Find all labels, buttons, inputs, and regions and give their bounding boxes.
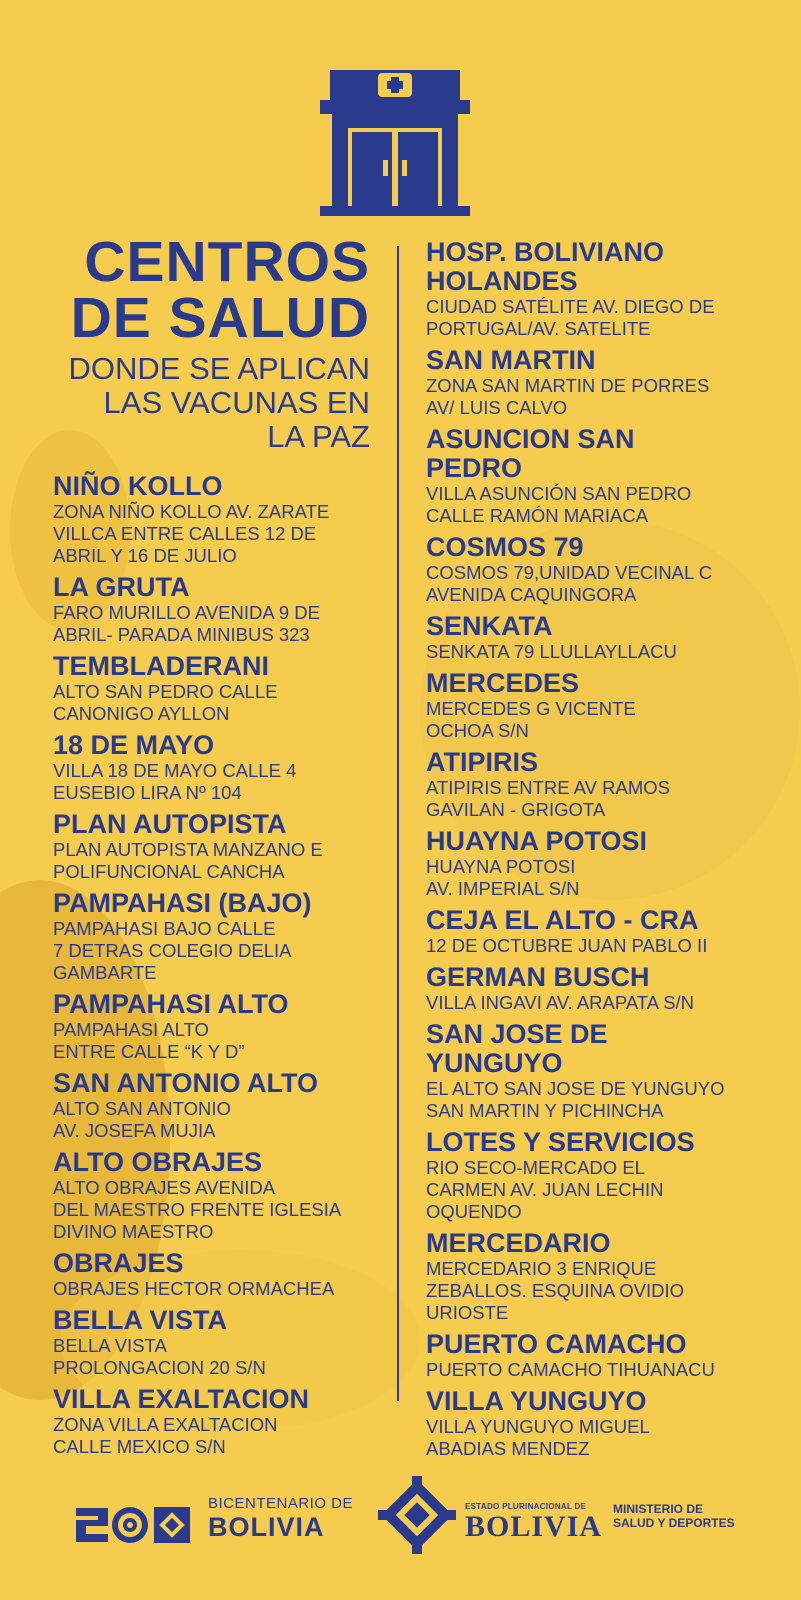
health-center-item bbox=[426, 1387, 766, 1460]
page-title: CENTROS DE SALUD bbox=[70, 230, 370, 350]
health-center-name: PLAN AUTOPISTA bbox=[53, 809, 287, 839]
health-center-name: ASUNCION SAN PEDRO bbox=[426, 424, 635, 483]
health-center-item bbox=[53, 990, 383, 1063]
health-center-address: ALTO SAN ANTONIO AV. JOSEFA MUJIA bbox=[53, 1098, 231, 1141]
health-center-item bbox=[426, 1330, 766, 1381]
health-center-item bbox=[53, 889, 383, 984]
health-center-item bbox=[426, 346, 766, 419]
ministerio-text: MINISTERIO DE SALUD Y DEPORTES bbox=[613, 1502, 735, 1530]
health-center-name: PUERTO CAMACHO bbox=[426, 1329, 687, 1359]
health-center-name: TEMBLADERANI bbox=[53, 651, 269, 681]
health-center-address: COSMOS 79,UNIDAD VECINAL C AVENIDA CAQUINGORA bbox=[426, 562, 713, 605]
health-center-name: 18 DE MAYO bbox=[53, 730, 215, 760]
health-center-address: 12 DE OCTUBRE JUAN PABLO II bbox=[426, 935, 708, 956]
health-center-name: CEJA EL ALTO - CRA bbox=[426, 905, 699, 935]
health-center-address: BELLA VISTA PROLONGACION 20 S/N bbox=[53, 1335, 266, 1378]
health-center-name: SAN ANTONIO ALTO bbox=[53, 1068, 319, 1098]
health-center-item bbox=[426, 1020, 766, 1122]
health-center-item bbox=[426, 612, 766, 663]
health-center-address: ATIPIRIS ENTRE AV RAMOS GAVILAN - GRIGOTA bbox=[426, 777, 670, 820]
health-center-item bbox=[53, 573, 383, 646]
health-center-name: LOTES Y SERVICIOS bbox=[426, 1127, 695, 1157]
estado-plurinacional-emblem-icon bbox=[372, 1470, 462, 1560]
health-center-item bbox=[426, 425, 766, 527]
health-center-building-icon bbox=[320, 70, 470, 222]
health-center-name: ATIPIRIS bbox=[426, 747, 539, 777]
estado-text-line1: ESTADO PLURINACIONAL DE bbox=[465, 1502, 587, 1511]
health-center-address: PLAN AUTOPISTA MANZANO E POLIFUNCIONAL CANCHA bbox=[53, 839, 323, 882]
bicentenario-text-line2: BOLIVIA bbox=[208, 1512, 325, 1542]
health-center-name: HUAYNA POTOSI bbox=[426, 826, 648, 856]
health-center-name: GERMAN BUSCH bbox=[426, 962, 650, 992]
health-center-item bbox=[426, 906, 766, 957]
health-center-address: OBRAJES HECTOR ORMACHEA bbox=[53, 1278, 335, 1299]
health-center-item bbox=[426, 669, 766, 742]
right-column-list bbox=[426, 238, 766, 1466]
health-center-name: MERCEDES bbox=[426, 668, 580, 698]
health-center-name: NIÑO KOLLO bbox=[53, 471, 223, 501]
page-subtitle: DONDE SE APLICAN LAS VACUNAS EN LA PAZ bbox=[68, 351, 370, 454]
health-center-address: MERCEDES G VICENTE OCHOA S/N bbox=[426, 698, 636, 741]
health-center-address: CIUDAD SATÉLITE AV. DIEGO DE PORTUGAL/AV. SATELITE bbox=[426, 296, 715, 339]
health-center-item bbox=[53, 652, 383, 725]
health-center-address: VILLA YUNGUYO MIGUEL ABADIAS MENDEZ bbox=[426, 1416, 650, 1459]
column-divider bbox=[397, 246, 399, 1401]
left-column-list bbox=[53, 472, 383, 1464]
health-center-address: VILLA 18 DE MAYO CALLE 4 EUSEBIO LIRA Nº 104 bbox=[53, 760, 297, 803]
health-center-item bbox=[53, 472, 383, 567]
health-center-name: VILLA YUNGUYO bbox=[426, 1386, 647, 1416]
health-center-name: PAMPAHASI ALTO bbox=[53, 989, 289, 1019]
health-center-address: PAMPAHASI BAJO CALLE 7 DETRAS COLEGIO DELIA GAMBARTE bbox=[53, 918, 292, 983]
health-center-address: PAMPAHASI ALTO ENTRE CALLE “K Y D” bbox=[53, 1019, 245, 1062]
health-center-name: SAN MARTIN bbox=[426, 345, 596, 375]
health-center-item bbox=[53, 731, 383, 804]
health-center-item bbox=[426, 827, 766, 900]
health-center-name: PAMPAHASI (BAJO) bbox=[53, 888, 312, 918]
health-center-item bbox=[53, 1385, 383, 1458]
health-center-item bbox=[426, 533, 766, 606]
health-center-address: SENKATA 79 LLULLAYLLACU bbox=[426, 641, 677, 662]
footer bbox=[0, 1460, 801, 1580]
health-center-address: RIO SECO-MERCADO EL CARMEN AV. JUAN LECHIN OQUENDO bbox=[426, 1157, 664, 1222]
health-center-name: SAN JOSE DE YUNGUYO bbox=[426, 1019, 608, 1078]
health-center-item bbox=[53, 1249, 383, 1300]
health-center-address: VILLA ASUNCIÓN SAN PEDRO CALLE RAMÓN MARIACA bbox=[426, 483, 692, 526]
health-center-address: ZONA SAN MARTIN DE PORRES AV/ LUIS CALVO bbox=[426, 375, 710, 418]
health-center-address: ZONA VILLA EXALTACION CALLE MEXICO S/N bbox=[53, 1414, 278, 1457]
health-center-name: MERCEDARIO bbox=[426, 1228, 611, 1258]
health-center-item bbox=[426, 1128, 766, 1223]
bicentenario-text-line1: BICENTENARIO DE bbox=[208, 1495, 354, 1512]
health-center-name: ALTO OBRAJES bbox=[53, 1147, 263, 1177]
health-center-item bbox=[426, 238, 766, 340]
health-center-address: ALTO SAN PEDRO CALLE CANONIGO AYLLON bbox=[53, 681, 278, 724]
health-center-address: FARO MURILLO AVENIDA 9 DE ABRIL- PARADA MINIBUS 323 bbox=[53, 602, 320, 645]
health-center-name: COSMOS 79 bbox=[426, 532, 584, 562]
health-center-name: HOSP. BOLIVIANO HOLANDES bbox=[426, 237, 665, 296]
estado-text-line2: BOLIVIA bbox=[465, 1510, 603, 1543]
health-center-address: EL ALTO SAN JOSE DE YUNGUYO SAN MARTIN Y PICHINCHA bbox=[426, 1078, 725, 1121]
health-center-name: SENKATA bbox=[426, 611, 553, 641]
health-center-item bbox=[426, 748, 766, 821]
health-center-item bbox=[53, 810, 383, 883]
health-center-item bbox=[53, 1148, 383, 1243]
health-center-address: VILLA INGAVI AV. ARAPATA S/N bbox=[426, 992, 695, 1013]
health-center-address: HUAYNA POTOSI AV. IMPERIAL S/N bbox=[426, 856, 580, 899]
health-center-name: BELLA VISTA bbox=[53, 1305, 227, 1335]
health-center-name: VILLA EXALTACION bbox=[53, 1384, 309, 1414]
title-block bbox=[30, 230, 370, 454]
health-center-address: PUERTO CAMACHO TIHUANACU bbox=[426, 1359, 715, 1380]
health-center-item bbox=[53, 1069, 383, 1142]
health-center-item bbox=[426, 963, 766, 1014]
health-center-address: ALTO OBRAJES AVENIDA DEL MAESTRO FRENTE IGLESIA DIVINO MAESTRO bbox=[53, 1177, 342, 1242]
health-center-address: ZONA NIÑO KOLLO AV. ZARATE VILLCA ENTRE CALLES 12 DE ABRIL Y 16 DE JULIO bbox=[53, 501, 330, 566]
health-center-name: LA GRUTA bbox=[53, 572, 190, 602]
health-center-item bbox=[53, 1306, 383, 1379]
health-center-item bbox=[426, 1229, 766, 1324]
health-center-name: OBRAJES bbox=[53, 1248, 184, 1278]
health-center-address: MERCEDARIO 3 ENRIQUE ZEBALLOS. ESQUINA OVIDIO URIOSTE bbox=[426, 1258, 685, 1323]
